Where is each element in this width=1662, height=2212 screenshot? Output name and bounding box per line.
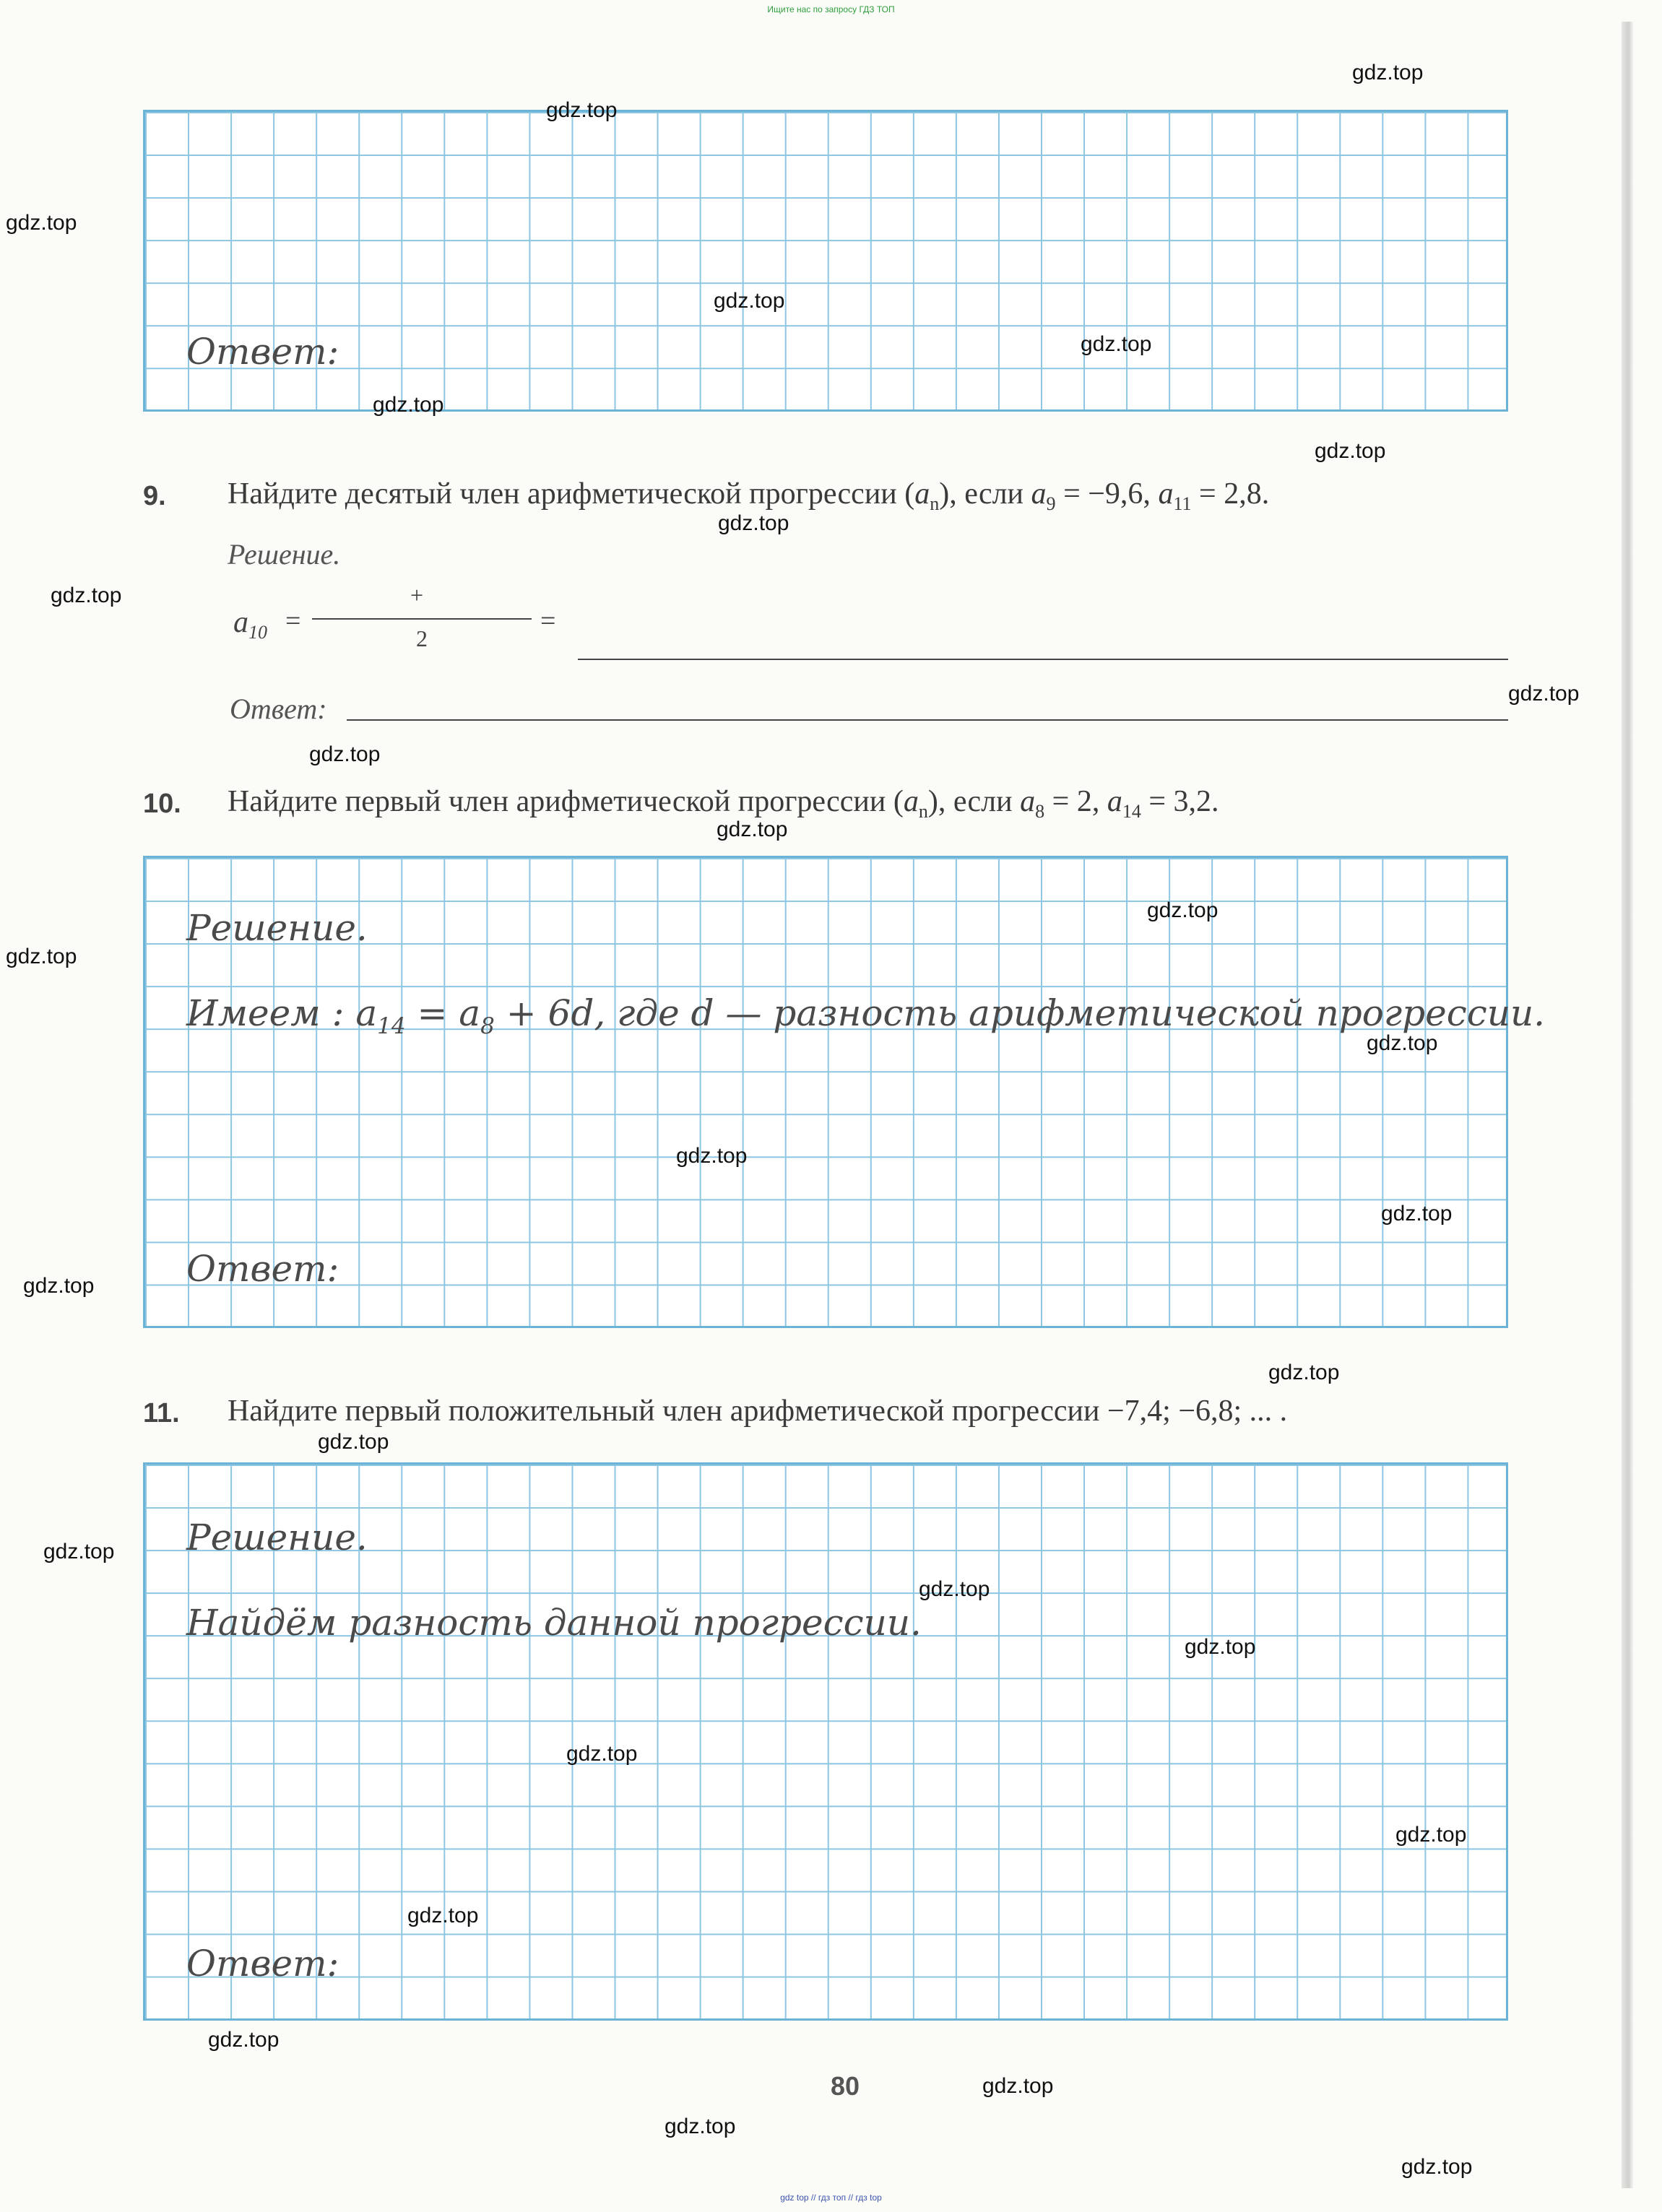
watermark: gdz.top	[1268, 1361, 1340, 1384]
watermark: gdz.top	[676, 1144, 748, 1168]
handwritten-solution-line-11: Найдём разность данной прогрессии.	[186, 1602, 922, 1644]
watermark: gdz.top	[1395, 1823, 1467, 1847]
watermark: gdz.top	[546, 98, 618, 122]
watermark: gdz.top	[718, 511, 789, 535]
watermark: gdz.top	[566, 1742, 638, 1766]
watermark: gdz.top	[982, 2074, 1054, 2098]
handwritten-answer-label-10: Ответ:	[186, 1248, 339, 1290]
problem-10-text: Найдите первый член арифметической прогрессии $(a_n)$, если $a_8 = 2$, $a_{14} = 3,2$.	[228, 785, 1219, 823]
problem-9-number: 9.	[143, 481, 166, 511]
watermark: gdz.top	[373, 393, 444, 417]
problem-9-solution-label: Решение.	[228, 538, 341, 571]
handwritten-answer-label-8: Ответ:	[186, 331, 339, 373]
problem-9-answer-label: Ответ:	[230, 693, 327, 725]
problem-11-number: 11.	[143, 1398, 180, 1428]
watermark: gdz.top	[318, 1430, 389, 1454]
equals-sign-1: =	[285, 606, 301, 636]
watermark: gdz.top	[309, 742, 381, 766]
handwritten-answer-label-11: Ответ:	[186, 1943, 339, 1985]
watermark: gdz.top	[1381, 1202, 1453, 1226]
grid-area-problem-8	[143, 110, 1508, 412]
watermark: gdz.top	[43, 1540, 115, 1563]
book-spine-shadow	[1622, 22, 1633, 2188]
watermark: gdz.top	[1367, 1031, 1438, 1055]
a10-symbol: $a_{10}$	[233, 606, 268, 643]
bottom-note: gdz top // гдз топ // гдз top	[780, 2193, 882, 2203]
handwritten-solution-label-10: Решение.	[186, 907, 368, 949]
watermark: gdz.top	[51, 584, 122, 607]
watermark: gdz.top	[6, 945, 77, 968]
solution-answer-line[interactable]	[578, 659, 1508, 660]
watermark: gdz.top	[919, 1577, 990, 1601]
watermark: gdz.top	[1185, 1635, 1256, 1659]
answer-line[interactable]	[347, 719, 1508, 721]
page-number: 80	[831, 2071, 860, 2101]
equals-sign-2: =	[540, 606, 556, 636]
plus-sign: +	[410, 582, 424, 608]
watermark: gdz.top	[1508, 682, 1580, 706]
watermark: gdz.top	[1315, 439, 1386, 463]
top-note: Ищите нас по запросу ГДЗ ТОП	[767, 4, 895, 14]
watermark: gdz.top	[208, 2028, 280, 2052]
watermark: gdz.top	[665, 2115, 736, 2138]
watermark: gdz.top	[717, 817, 788, 841]
watermark: gdz.top	[1401, 2155, 1473, 2179]
fraction-denominator: 2	[416, 625, 428, 651]
problem-9-text: Найдите десятый член арифметической прогрессии $(a_n)$, если $a_9 = -9,6$, $a_{11} = 2,8$.	[228, 477, 1270, 515]
handwritten-solution-label-11: Решение.	[186, 1517, 368, 1558]
watermark: gdz.top	[6, 211, 77, 235]
watermark: gdz.top	[407, 1904, 479, 1927]
problem-11-text: Найдите первый положительный член арифметической прогрессии −7,4; −6,8; ... .	[228, 1395, 1288, 1428]
watermark: gdz.top	[1147, 898, 1219, 922]
watermark: gdz.top	[1081, 332, 1152, 356]
watermark: gdz.top	[714, 289, 785, 313]
problem-10-number: 10.	[143, 789, 181, 819]
watermark: gdz.top	[23, 1274, 95, 1298]
fraction-bar	[312, 618, 532, 620]
watermark: gdz.top	[1352, 61, 1424, 84]
handwritten-solution-line-10: Имеем : $a_{14} = a_8 + 6d$, где d — разность арифметической прогрессии.	[186, 992, 1546, 1039]
